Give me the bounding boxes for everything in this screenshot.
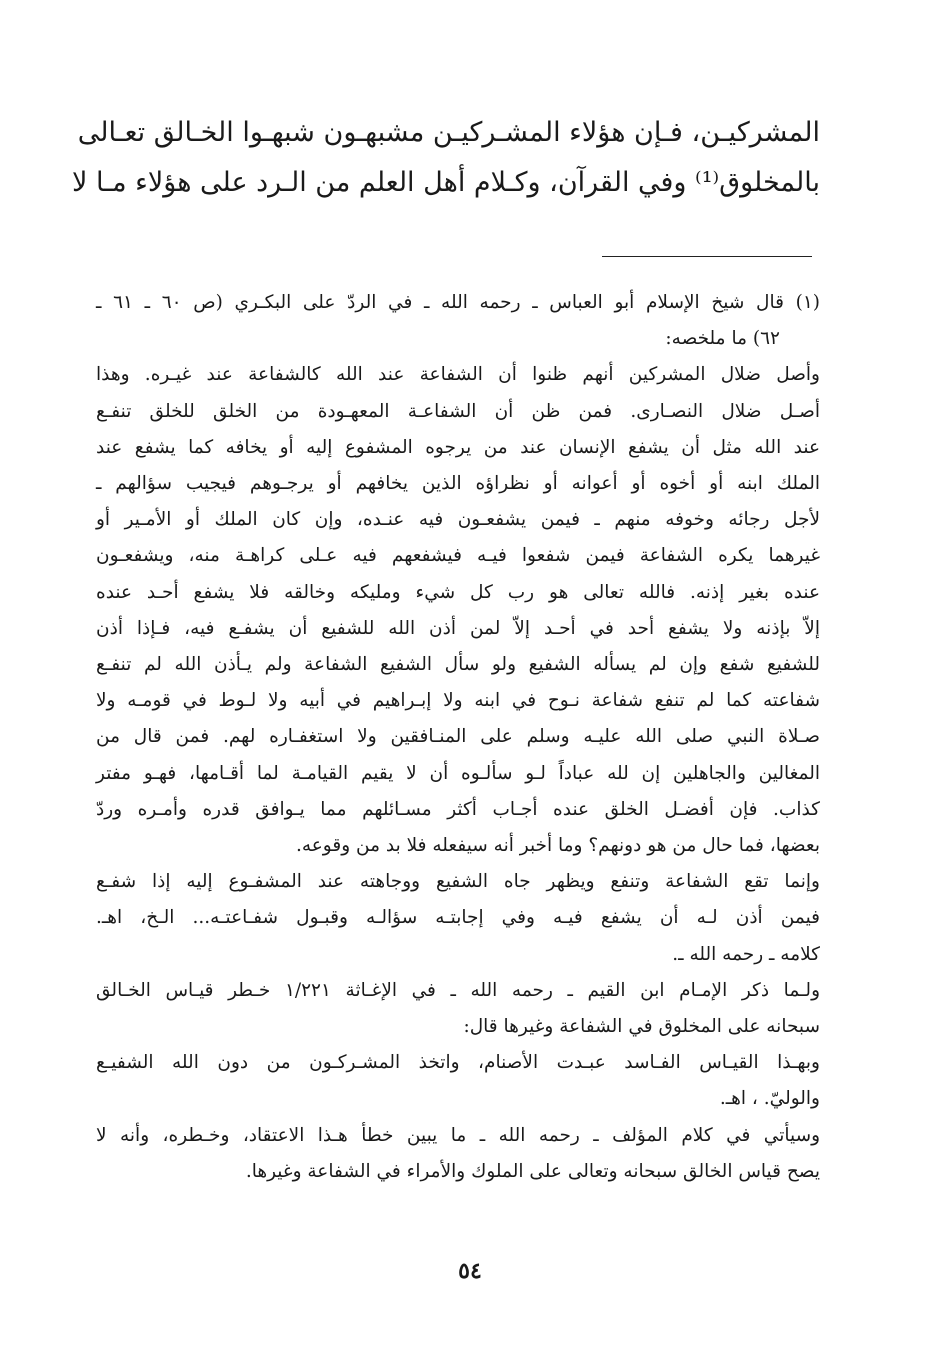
footnote-line: ٦٢) ما ملخصه: (665, 328, 780, 350)
page-number: ٥٤ (458, 1258, 482, 1284)
footnote-line: إلاّ بإذنه ولا يشفع أحد في أحـد إلاّ لمن أذن الله للشفيع أن يشفـع فيه، فـإذا أذن (96, 617, 820, 639)
footnote-line: عند الله مثل أن يشفع الإنسان عند من يرجوه المشفوع إليه أو يخافه كما يشفع عند (96, 436, 820, 458)
main-body-text (71, 108, 820, 208)
footnote-line: بعضها، فما حال من هو دونهم؟ وما أخبر أنه سيفعله فلا بد من وقوعه. (295, 835, 820, 857)
footnote-line: عنده بغير إذنه. فالله تعالى هو رب كل شيء ومليكه وخالقه فلا يشفع أحـد عنده (96, 581, 820, 603)
footnote-line: والوليّ. ، اهـ. (719, 1088, 820, 1110)
footnote-line: (١) قال شيخ الإسلام أبو العباس ـ رحمه الله ـ في الردّ على البكـري (ص ٦٠ ـ ٦١ ـ (96, 292, 820, 313)
footnote-line: وبهـذا القيـاس الفـاسد عبـدت الأصنام، واتخذ المشـركـون من دون الله الشفيـع (96, 1052, 820, 1074)
footnote-line: الملك ابنه أو أخوه أو أعوانه أو نظراؤه الذين يخافهم أو يرجـوهم فيجيب سؤالهم ـ (96, 473, 820, 495)
footnote-line: للشفيع شفع وإن لم يسأله الشفيع ولو سأل الشفيع الشفاعة ولم يـأذن الله لم تنفـع (96, 654, 820, 676)
footnote-line: وسيأتي في كلام المؤلف ـ رحمه الله ـ ما يبين خطأ هـذا الاعتقاد، وخـطره، وأنه لا (96, 1124, 820, 1146)
footnote-line: سبحانه على المخلوق في الشفاعة وغيرها قال: (463, 1016, 820, 1038)
footnote-separator (602, 256, 812, 257)
footnote-line: فيمن أذن لـه أن يشفع فيـه وفي إجابتـه سؤالـه وقبـول شفـاعتـه... الـخ، اهـ. (96, 907, 820, 929)
footnote-line: شفاعته كما لم تنفع شفاعة نـوح في ابنه ولا إبـراهيم في أبيه ولا لـوط في قومـه ولا (96, 690, 820, 712)
main-text-line: المشركيـن، فـإن هؤلاء المشـركيـن مشبهـون شبهـوا الخـالق تعـالى (77, 117, 820, 148)
footnote-line: وإنما تقع الشفاعة وتنفع ويظهر جاه الشفيع ووجاهته عند المشفـوع إليه إذا شفـع (96, 871, 820, 893)
footnote-line: المغالين والجاهلين إن لله عباداً لـو سألـوه أن لا يقيم القيامـة لما أقـامها، فهـو مفتر (96, 762, 820, 784)
footnote-line: يصح قياس الخالق سبحانه وتعالى على الملوك والأمراء في الشفاعة وغيرها. (245, 1160, 820, 1182)
footnote-line: كذاب. فإن أفضـل الخلق عنده أجـاب أكثر مسـائلهم مما يـوافق قدره وأمـره وردّ (96, 798, 820, 820)
footnote-line: صـلاة النبي صلى الله عليـه وسلم على المنـافقين ولا استغفـاره لهم. فمن قال من (96, 726, 820, 748)
footnote-line: ولـما ذكر الإمـام ابن القيم ـ رحمه الله ـ في الإغـاثة ١/٢٢١ خـطر قيـاس الخـالق (96, 979, 821, 1001)
footnote-line: كلامه ـ رحمه الله ـ. (672, 943, 820, 965)
footnote-line: وأصل ضلال المشركين أنهم ظنوا أن الشفاعة عند الله كالشفاعة عند غيـره. وهذا (96, 364, 820, 386)
footnote-block (96, 285, 820, 1190)
main-text-line: بالمخلوق⁽¹⁾ وفي القرآن، وكـلام أهل العلم من الـرد على هؤلاء مـا لا (71, 167, 820, 198)
footnote-line: أصـل ضلال النصـارى. فمن ظن أن الشفاعـة المعهـودة من الخلق للخلق تنفـع (96, 400, 820, 422)
footnote-line: لأجل رجائه وخوفه منهم ـ فيمن يشفعـون فيه عنـده، وإن كان الملك أو الأمـير أو (96, 509, 820, 531)
footnote-line: غيرهما يكره الشفاعة فيمن شفعوا فيـه فيشفعهم فيه عـلى كراهـة منه، ويشفعـون (96, 545, 820, 567)
